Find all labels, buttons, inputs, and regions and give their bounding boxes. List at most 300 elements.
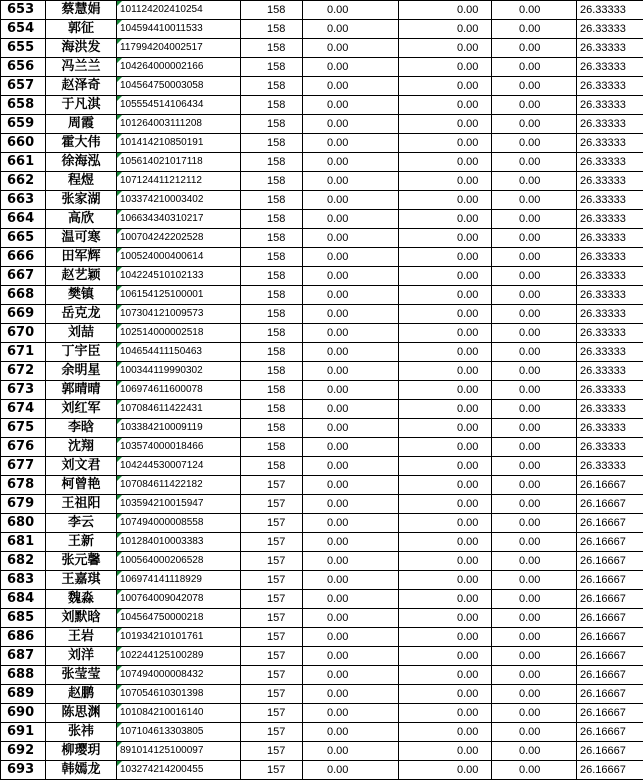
rank-cell[interactable]: 683 [1,571,46,590]
score-col-2-cell[interactable]: 0.00 [399,362,492,381]
score-col-1-cell[interactable]: 0.00 [303,438,399,457]
score-col-3-cell[interactable]: 0.00 [492,495,577,514]
score-col-2-cell[interactable]: 0.00 [399,210,492,229]
weighted-score-cell[interactable]: 26.16667 [577,476,643,495]
weighted-score-cell[interactable]: 26.33333 [577,77,643,96]
total-score-cell[interactable]: 157 [241,571,303,590]
score-col-3-cell[interactable]: 0.00 [492,685,577,704]
score-col-2-cell[interactable]: 0.00 [399,172,492,191]
total-score-cell[interactable]: 157 [241,742,303,761]
name-cell[interactable]: 王新 [46,533,117,552]
score-col-3-cell[interactable]: 0.00 [492,210,577,229]
score-col-3-cell[interactable]: 0.00 [492,552,577,571]
total-score-cell[interactable]: 157 [241,533,303,552]
weighted-score-cell[interactable]: 26.33333 [577,248,643,267]
total-score-cell[interactable]: 158 [241,77,303,96]
total-score-cell[interactable]: 158 [241,1,303,20]
score-col-1-cell[interactable]: 0.00 [303,590,399,609]
score-col-2-cell[interactable]: 0.00 [399,134,492,153]
weighted-score-cell[interactable]: 26.16667 [577,552,643,571]
name-cell[interactable]: 张莹莹 [46,666,117,685]
rank-cell[interactable]: 658 [1,96,46,115]
score-col-2-cell[interactable]: 0.00 [399,590,492,609]
score-col-2-cell[interactable]: 0.00 [399,153,492,172]
name-cell[interactable]: 赵鹏 [46,685,117,704]
rank-cell[interactable]: 656 [1,58,46,77]
total-score-cell[interactable]: 157 [241,685,303,704]
ticket-number-cell[interactable]: 101284010003383 [117,533,241,552]
score-col-1-cell[interactable]: 0.00 [303,115,399,134]
total-score-cell[interactable]: 157 [241,647,303,666]
total-score-cell[interactable]: 158 [241,191,303,210]
score-col-3-cell[interactable]: 0.00 [492,533,577,552]
score-col-1-cell[interactable]: 0.00 [303,1,399,20]
ticket-number-cell[interactable]: 104264000002166 [117,58,241,77]
score-col-3-cell[interactable]: 0.00 [492,77,577,96]
name-cell[interactable]: 刘红军 [46,400,117,419]
score-col-2-cell[interactable]: 0.00 [399,552,492,571]
weighted-score-cell[interactable]: 26.16667 [577,666,643,685]
score-col-2-cell[interactable]: 0.00 [399,39,492,58]
ticket-number-cell[interactable]: 104244530007124 [117,457,241,476]
weighted-score-cell[interactable]: 26.16667 [577,590,643,609]
name-cell[interactable]: 柳璎玥 [46,742,117,761]
rank-cell[interactable]: 664 [1,210,46,229]
score-col-3-cell[interactable]: 0.00 [492,723,577,742]
ticket-number-cell[interactable]: 101414210850191 [117,134,241,153]
weighted-score-cell[interactable]: 26.16667 [577,609,643,628]
weighted-score-cell[interactable]: 26.33333 [577,381,643,400]
score-col-3-cell[interactable]: 0.00 [492,96,577,115]
score-col-1-cell[interactable]: 0.00 [303,362,399,381]
name-cell[interactable]: 蔡慧娟 [46,1,117,20]
score-col-1-cell[interactable]: 0.00 [303,381,399,400]
ticket-number-cell[interactable]: 891014125100097 [117,742,241,761]
rank-cell[interactable]: 682 [1,552,46,571]
name-cell[interactable]: 沈翔 [46,438,117,457]
rank-cell[interactable]: 654 [1,20,46,39]
score-col-2-cell[interactable]: 0.00 [399,704,492,723]
name-cell[interactable]: 程煜 [46,172,117,191]
score-col-3-cell[interactable]: 0.00 [492,343,577,362]
score-col-2-cell[interactable]: 0.00 [399,647,492,666]
total-score-cell[interactable]: 158 [241,324,303,343]
total-score-cell[interactable]: 157 [241,723,303,742]
score-col-1-cell[interactable]: 0.00 [303,172,399,191]
score-col-3-cell[interactable]: 0.00 [492,761,577,780]
score-col-1-cell[interactable]: 0.00 [303,96,399,115]
name-cell[interactable]: 张元馨 [46,552,117,571]
score-col-1-cell[interactable]: 0.00 [303,495,399,514]
score-col-1-cell[interactable]: 0.00 [303,267,399,286]
total-score-cell[interactable]: 157 [241,761,303,780]
score-col-2-cell[interactable]: 0.00 [399,495,492,514]
total-score-cell[interactable]: 158 [241,286,303,305]
name-cell[interactable]: 刘文君 [46,457,117,476]
name-cell[interactable]: 丁宇臣 [46,343,117,362]
score-col-1-cell[interactable]: 0.00 [303,761,399,780]
score-col-1-cell[interactable]: 0.00 [303,666,399,685]
total-score-cell[interactable]: 158 [241,115,303,134]
name-cell[interactable]: 王嘉琪 [46,571,117,590]
score-col-2-cell[interactable]: 0.00 [399,419,492,438]
total-score-cell[interactable]: 157 [241,514,303,533]
weighted-score-cell[interactable]: 26.33333 [577,1,643,20]
weighted-score-cell[interactable]: 26.16667 [577,495,643,514]
ticket-number-cell[interactable]: 103374210003402 [117,191,241,210]
name-cell[interactable]: 岳克龙 [46,305,117,324]
ticket-number-cell[interactable]: 106154125100001 [117,286,241,305]
score-col-2-cell[interactable]: 0.00 [399,457,492,476]
ticket-number-cell[interactable]: 117994204002517 [117,39,241,58]
weighted-score-cell[interactable]: 26.33333 [577,400,643,419]
ticket-number-cell[interactable]: 106974141118929 [117,571,241,590]
ticket-number-cell[interactable]: 100344119990302 [117,362,241,381]
score-col-3-cell[interactable]: 0.00 [492,609,577,628]
name-cell[interactable]: 王岩 [46,628,117,647]
score-col-3-cell[interactable]: 0.00 [492,191,577,210]
ticket-number-cell[interactable]: 100764009042078 [117,590,241,609]
score-col-2-cell[interactable]: 0.00 [399,267,492,286]
total-score-cell[interactable]: 158 [241,210,303,229]
ticket-number-cell[interactable]: 101934210101761 [117,628,241,647]
score-col-2-cell[interactable]: 0.00 [399,96,492,115]
weighted-score-cell[interactable]: 26.16667 [577,723,643,742]
rank-cell[interactable]: 681 [1,533,46,552]
score-col-3-cell[interactable]: 0.00 [492,457,577,476]
score-col-3-cell[interactable]: 0.00 [492,39,577,58]
total-score-cell[interactable]: 158 [241,153,303,172]
weighted-score-cell[interactable]: 26.33333 [577,229,643,248]
total-score-cell[interactable]: 157 [241,590,303,609]
total-score-cell[interactable]: 158 [241,438,303,457]
score-col-2-cell[interactable]: 0.00 [399,685,492,704]
weighted-score-cell[interactable]: 26.16667 [577,761,643,780]
ticket-number-cell[interactable]: 100704242202528 [117,229,241,248]
total-score-cell[interactable]: 158 [241,96,303,115]
rank-cell[interactable]: 660 [1,134,46,153]
rank-cell[interactable]: 655 [1,39,46,58]
rank-cell[interactable]: 687 [1,647,46,666]
score-col-2-cell[interactable]: 0.00 [399,723,492,742]
weighted-score-cell[interactable]: 26.33333 [577,115,643,134]
rank-cell[interactable]: 657 [1,77,46,96]
total-score-cell[interactable]: 158 [241,39,303,58]
weighted-score-cell[interactable]: 26.16667 [577,571,643,590]
weighted-score-cell[interactable]: 26.33333 [577,438,643,457]
score-col-2-cell[interactable]: 0.00 [399,400,492,419]
rank-cell[interactable]: 688 [1,666,46,685]
weighted-score-cell[interactable]: 26.16667 [577,742,643,761]
ticket-number-cell[interactable]: 107084611422431 [117,400,241,419]
weighted-score-cell[interactable]: 26.33333 [577,419,643,438]
name-cell[interactable]: 张祎 [46,723,117,742]
score-col-2-cell[interactable]: 0.00 [399,381,492,400]
score-col-1-cell[interactable]: 0.00 [303,58,399,77]
weighted-score-cell[interactable]: 26.33333 [577,96,643,115]
score-col-2-cell[interactable]: 0.00 [399,666,492,685]
rank-cell[interactable]: 668 [1,286,46,305]
name-cell[interactable]: 柯曾艳 [46,476,117,495]
weighted-score-cell[interactable]: 26.16667 [577,533,643,552]
weighted-score-cell[interactable]: 26.33333 [577,210,643,229]
score-col-3-cell[interactable]: 0.00 [492,362,577,381]
name-cell[interactable]: 于凡淇 [46,96,117,115]
weighted-score-cell[interactable]: 26.33333 [577,153,643,172]
score-col-1-cell[interactable]: 0.00 [303,552,399,571]
total-score-cell[interactable]: 158 [241,172,303,191]
total-score-cell[interactable]: 158 [241,229,303,248]
ticket-number-cell[interactable]: 107124411212112 [117,172,241,191]
score-col-2-cell[interactable]: 0.00 [399,609,492,628]
score-col-1-cell[interactable]: 0.00 [303,343,399,362]
ticket-number-cell[interactable]: 107084611422182 [117,476,241,495]
name-cell[interactable]: 周霞 [46,115,117,134]
name-cell[interactable]: 霍大伟 [46,134,117,153]
weighted-score-cell[interactable]: 26.16667 [577,647,643,666]
weighted-score-cell[interactable]: 26.33333 [577,305,643,324]
score-col-3-cell[interactable]: 0.00 [492,153,577,172]
total-score-cell[interactable]: 158 [241,457,303,476]
score-col-2-cell[interactable]: 0.00 [399,324,492,343]
score-col-3-cell[interactable]: 0.00 [492,704,577,723]
name-cell[interactable]: 田军辉 [46,248,117,267]
total-score-cell[interactable]: 157 [241,704,303,723]
score-col-2-cell[interactable]: 0.00 [399,571,492,590]
score-col-1-cell[interactable]: 0.00 [303,571,399,590]
rank-cell[interactable]: 662 [1,172,46,191]
weighted-score-cell[interactable]: 26.33333 [577,20,643,39]
score-col-1-cell[interactable]: 0.00 [303,685,399,704]
weighted-score-cell[interactable]: 26.16667 [577,685,643,704]
ticket-number-cell[interactable]: 107494000008558 [117,514,241,533]
score-col-2-cell[interactable]: 0.00 [399,115,492,134]
rank-cell[interactable]: 659 [1,115,46,134]
score-col-1-cell[interactable]: 0.00 [303,742,399,761]
rank-cell[interactable]: 689 [1,685,46,704]
weighted-score-cell[interactable]: 26.33333 [577,286,643,305]
score-col-1-cell[interactable]: 0.00 [303,229,399,248]
score-col-3-cell[interactable]: 0.00 [492,590,577,609]
score-col-2-cell[interactable]: 0.00 [399,761,492,780]
name-cell[interactable]: 赵艺颖 [46,267,117,286]
rank-cell[interactable]: 661 [1,153,46,172]
score-col-2-cell[interactable]: 0.00 [399,343,492,362]
ticket-number-cell[interactable]: 107304121009573 [117,305,241,324]
score-col-2-cell[interactable]: 0.00 [399,476,492,495]
rank-cell[interactable]: 670 [1,324,46,343]
weighted-score-cell[interactable]: 26.33333 [577,58,643,77]
score-col-1-cell[interactable]: 0.00 [303,286,399,305]
score-col-2-cell[interactable]: 0.00 [399,248,492,267]
score-col-1-cell[interactable]: 0.00 [303,609,399,628]
name-cell[interactable]: 余明星 [46,362,117,381]
name-cell[interactable]: 李晗 [46,419,117,438]
ticket-number-cell[interactable]: 104224510102133 [117,267,241,286]
total-score-cell[interactable]: 158 [241,20,303,39]
name-cell[interactable]: 刘默晗 [46,609,117,628]
score-col-3-cell[interactable]: 0.00 [492,666,577,685]
score-col-1-cell[interactable]: 0.00 [303,134,399,153]
ticket-number-cell[interactable]: 102514000002518 [117,324,241,343]
ticket-number-cell[interactable]: 103574000018466 [117,438,241,457]
rank-cell[interactable]: 678 [1,476,46,495]
weighted-score-cell[interactable]: 26.16667 [577,514,643,533]
total-score-cell[interactable]: 158 [241,305,303,324]
ticket-number-cell[interactable]: 107104613303805 [117,723,241,742]
ticket-number-cell[interactable]: 104594410011533 [117,20,241,39]
rank-cell[interactable]: 653 [1,1,46,20]
total-score-cell[interactable]: 158 [241,381,303,400]
score-col-3-cell[interactable]: 0.00 [492,571,577,590]
score-col-2-cell[interactable]: 0.00 [399,20,492,39]
total-score-cell[interactable]: 158 [241,362,303,381]
score-col-2-cell[interactable]: 0.00 [399,533,492,552]
weighted-score-cell[interactable]: 26.33333 [577,267,643,286]
rank-cell[interactable]: 674 [1,400,46,419]
score-col-1-cell[interactable]: 0.00 [303,400,399,419]
ticket-number-cell[interactable]: 101264003111208 [117,115,241,134]
rank-cell[interactable]: 665 [1,229,46,248]
ticket-number-cell[interactable]: 105614021017118 [117,153,241,172]
total-score-cell[interactable]: 157 [241,552,303,571]
ticket-number-cell[interactable]: 106974611600078 [117,381,241,400]
rank-cell[interactable]: 679 [1,495,46,514]
score-col-3-cell[interactable]: 0.00 [492,229,577,248]
score-col-2-cell[interactable]: 0.00 [399,191,492,210]
weighted-score-cell[interactable]: 26.33333 [577,324,643,343]
score-col-3-cell[interactable]: 0.00 [492,58,577,77]
score-col-2-cell[interactable]: 0.00 [399,514,492,533]
score-col-1-cell[interactable]: 0.00 [303,704,399,723]
score-col-3-cell[interactable]: 0.00 [492,324,577,343]
total-score-cell[interactable]: 158 [241,58,303,77]
total-score-cell[interactable]: 158 [241,419,303,438]
rank-cell[interactable]: 680 [1,514,46,533]
rank-cell[interactable]: 691 [1,723,46,742]
rank-cell[interactable]: 666 [1,248,46,267]
ticket-number-cell[interactable]: 106634340310217 [117,210,241,229]
name-cell[interactable]: 徐海泓 [46,153,117,172]
weighted-score-cell[interactable]: 26.33333 [577,134,643,153]
total-score-cell[interactable]: 158 [241,134,303,153]
rank-cell[interactable]: 672 [1,362,46,381]
weighted-score-cell[interactable]: 26.33333 [577,172,643,191]
weighted-score-cell[interactable]: 26.33333 [577,343,643,362]
total-score-cell[interactable]: 158 [241,248,303,267]
ticket-number-cell[interactable]: 103384210009119 [117,419,241,438]
score-col-3-cell[interactable]: 0.00 [492,647,577,666]
score-col-1-cell[interactable]: 0.00 [303,20,399,39]
name-cell[interactable]: 高欣 [46,210,117,229]
ticket-number-cell[interactable]: 105554514106434 [117,96,241,115]
score-col-2-cell[interactable]: 0.00 [399,229,492,248]
ticket-number-cell[interactable]: 100524000400614 [117,248,241,267]
score-col-1-cell[interactable]: 0.00 [303,77,399,96]
score-col-1-cell[interactable]: 0.00 [303,647,399,666]
score-col-2-cell[interactable]: 0.00 [399,628,492,647]
name-cell[interactable]: 温可寒 [46,229,117,248]
score-col-3-cell[interactable]: 0.00 [492,267,577,286]
weighted-score-cell[interactable]: 26.33333 [577,362,643,381]
ticket-number-cell[interactable]: 103594210015947 [117,495,241,514]
score-col-3-cell[interactable]: 0.00 [492,172,577,191]
rank-cell[interactable]: 692 [1,742,46,761]
score-col-2-cell[interactable]: 0.00 [399,286,492,305]
name-cell[interactable]: 魏淼 [46,590,117,609]
total-score-cell[interactable]: 157 [241,609,303,628]
score-col-2-cell[interactable]: 0.00 [399,742,492,761]
score-col-3-cell[interactable]: 0.00 [492,628,577,647]
name-cell[interactable]: 海洪发 [46,39,117,58]
ticket-number-cell[interactable]: 101124202410254 [117,1,241,20]
score-col-3-cell[interactable]: 0.00 [492,476,577,495]
name-cell[interactable]: 冯兰兰 [46,58,117,77]
score-col-3-cell[interactable]: 0.00 [492,514,577,533]
name-cell[interactable]: 刘喆 [46,324,117,343]
ticket-number-cell[interactable]: 104564750000218 [117,609,241,628]
ticket-number-cell[interactable]: 107494000008432 [117,666,241,685]
ticket-number-cell[interactable]: 100564000206528 [117,552,241,571]
ticket-number-cell[interactable]: 101084210016140 [117,704,241,723]
score-col-1-cell[interactable]: 0.00 [303,248,399,267]
total-score-cell[interactable]: 157 [241,495,303,514]
score-col-1-cell[interactable]: 0.00 [303,476,399,495]
rank-cell[interactable]: 686 [1,628,46,647]
rank-cell[interactable]: 677 [1,457,46,476]
total-score-cell[interactable]: 158 [241,400,303,419]
rank-cell[interactable]: 671 [1,343,46,362]
score-col-1-cell[interactable]: 0.00 [303,457,399,476]
score-col-1-cell[interactable]: 0.00 [303,39,399,58]
ticket-number-cell[interactable]: 104654411150463 [117,343,241,362]
rank-cell[interactable]: 685 [1,609,46,628]
rank-cell[interactable]: 684 [1,590,46,609]
score-col-2-cell[interactable]: 0.00 [399,77,492,96]
score-col-3-cell[interactable]: 0.00 [492,115,577,134]
weighted-score-cell[interactable]: 26.33333 [577,39,643,58]
score-col-2-cell[interactable]: 0.00 [399,1,492,20]
score-col-3-cell[interactable]: 0.00 [492,134,577,153]
rank-cell[interactable]: 675 [1,419,46,438]
score-col-1-cell[interactable]: 0.00 [303,305,399,324]
score-col-1-cell[interactable]: 0.00 [303,191,399,210]
total-score-cell[interactable]: 158 [241,343,303,362]
ticket-number-cell[interactable]: 107054610301398 [117,685,241,704]
score-col-3-cell[interactable]: 0.00 [492,20,577,39]
rank-cell[interactable]: 663 [1,191,46,210]
ticket-number-cell[interactable]: 102244125100289 [117,647,241,666]
rank-cell[interactable]: 673 [1,381,46,400]
weighted-score-cell[interactable]: 26.33333 [577,191,643,210]
name-cell[interactable]: 郭晴晴 [46,381,117,400]
score-col-1-cell[interactable]: 0.00 [303,324,399,343]
score-col-1-cell[interactable]: 0.00 [303,628,399,647]
score-col-1-cell[interactable]: 0.00 [303,419,399,438]
score-col-3-cell[interactable]: 0.00 [492,419,577,438]
score-col-3-cell[interactable]: 0.00 [492,438,577,457]
name-cell[interactable]: 赵泽奇 [46,77,117,96]
total-score-cell[interactable]: 157 [241,666,303,685]
name-cell[interactable]: 王祖阳 [46,495,117,514]
score-col-3-cell[interactable]: 0.00 [492,1,577,20]
score-col-3-cell[interactable]: 0.00 [492,286,577,305]
score-col-3-cell[interactable]: 0.00 [492,400,577,419]
rank-cell[interactable]: 676 [1,438,46,457]
rank-cell[interactable]: 690 [1,704,46,723]
total-score-cell[interactable]: 157 [241,476,303,495]
name-cell[interactable]: 刘洋 [46,647,117,666]
